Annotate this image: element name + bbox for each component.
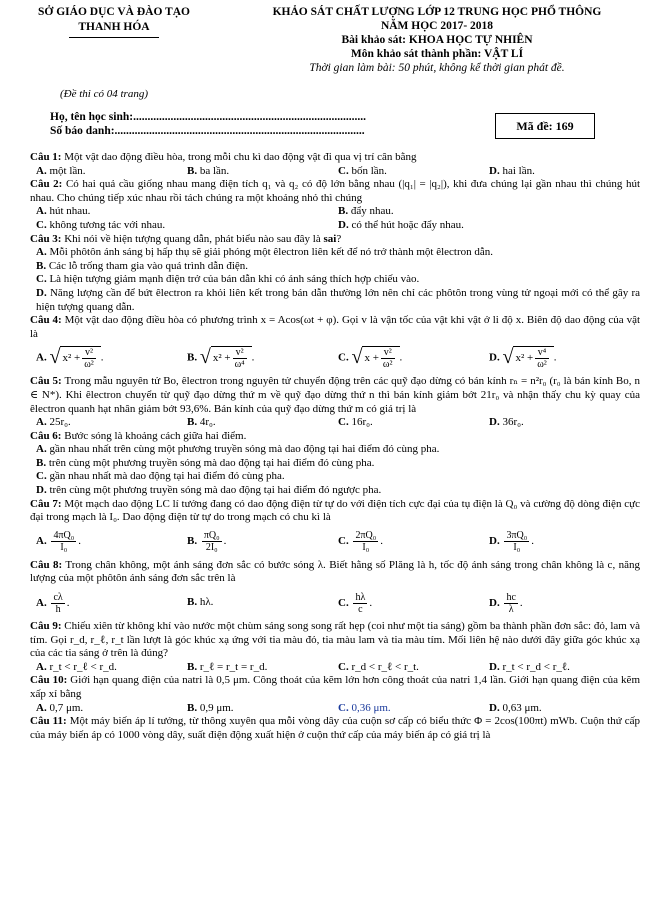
exam-title: KHẢO SÁT CHẤT LƯỢNG LỚP 12 TRUNG HỌC PHỔ THÔNG [272, 6, 602, 18]
student-id-field[interactable]: Số báo danh:....................................................................................... [50, 125, 365, 137]
option-d[interactable]: D. r_t < r_d < r_ℓ. [489, 660, 570, 673]
question-10-options [30, 702, 640, 716]
question-2: Câu 2: Có hai quả cầu giống nhau mang điện tích q₁ và q₂ có độ lớn bằng nhau (|q₁| = |q₂|), khi đưa chúng lại gần nhau thì chúng hút nhau. Cho chúng tiếp xúc nhau rồi tách chúng ra một khoảng nhỏ thì chúng [30, 178, 641, 204]
option-b[interactable]: B. Các lỗ trống tham gia vào quá trình dẫn điện. [36, 259, 249, 272]
option-d[interactable]: D. √ x² + $\frac{\text{v⁴}}{\text{ω²}}$ . [489, 346, 557, 371]
option-b[interactable]: B. $\frac{\text{πQ₀}}{\text{2I₀}}$ . [187, 530, 227, 554]
question-2-options-row2 [30, 219, 640, 233]
question-9: Câu 9: Chiếu xiên từ không khí vào nước một chùm sáng song song rất hẹp (coi như một tia sáng) gồm ba thành phần đơn sắc: đỏ, lam và tím. Gọi r_d, r_ℓ, r_t lần lượt là góc khúc xạ ứng với tia màu đỏ, tia màu lam và tia màu tím. Mối liên hệ nào dưới đây giữa góc khúc xạ của các tia sáng ở trên là đúng? [30, 620, 640, 660]
question-7: Câu 7: Một mạch dao động LC lí tưởng đang có dao động điện từ tự do với điện tích cực đại của tụ điện là Q₀ và cường độ dòng điện cực đại trong mạch là I₀. Dao động điện từ tự do trong mạch có chu kì là [30, 497, 640, 524]
student-name-field[interactable]: Họ, tên học sinh:................................................................................. [50, 111, 366, 123]
option-b[interactable]: B. r_ℓ = r_t = r_d. [187, 660, 268, 673]
option-a[interactable]: A. √ x² + $\frac{\text{v²}}{\text{ω²}}$ . [36, 346, 104, 371]
exam-header [232, 5, 642, 75]
question-4-options [30, 341, 640, 375]
question-1: Câu 1: Một vật dao động điều hòa, trong mỗi chu kì dao động vật đi qua vị trí cân bằng [30, 151, 417, 163]
option-c[interactable]: C. $\frac{h\lambda}{c}$ . [338, 591, 373, 615]
question-1-options [30, 165, 640, 179]
option-a[interactable]: A. $\frac{c\lambda}{h}$ . [36, 591, 70, 615]
option-b[interactable]: B. 4r₀. [187, 416, 216, 429]
question-10: Câu 10: Giới hạn quang điện của natri là 0,5 μm. Công thoát của kẽm lớn hơn công thoát của natri 1,4 lần. Giới hạn quang điện của kẽm xấp xỉ bằng [30, 674, 640, 700]
province-name: THANH HÓA [78, 21, 150, 33]
option-d[interactable]: D. 36r₀. [489, 416, 524, 429]
exam-code-box: Mã đề: 169 [495, 113, 595, 139]
question-5: Câu 5: Trong mẫu nguyên tử Bo, êlectron trong nguyên tử chuyển động trên các quỹ đạo dừng có bán kính rₙ = n²r₀ (r₀ là bán kính Bo, n ∈ N*). Khi êlectron chuyển từ quỹ đạo dừng thứ m về quỹ đạo dừng thứ n thì bán kính giảm bớt 21r₀ và nhận thấy chu kỳ quay của êlectron quanh hạt nhân giảm bớt 93,6%. Bán kính của quỹ đạo dừng thứ m có giá trị là [30, 375, 640, 415]
option-c[interactable]: C. gần nhau nhất mà dao động tại hai điểm đó cùng pha. [36, 470, 285, 483]
option-d[interactable]: D. trên cùng một phương truyền sóng mà dao động tại hai điểm đó ngược pha. [36, 484, 382, 497]
option-c[interactable]: C. 16r₀. [338, 416, 373, 429]
question-5-options [30, 416, 640, 430]
department-header [14, 5, 214, 38]
question-list [30, 151, 640, 742]
option-a[interactable]: A. 25r₀. [36, 416, 71, 429]
option-a[interactable]: A. 0,7 μm. [36, 701, 84, 714]
question-6: Câu 6: Bước sóng là khoảng cách giữa hai điểm. [30, 429, 247, 442]
option-b[interactable]: B. 0,9 μm. [187, 701, 234, 714]
question-7-options [30, 525, 640, 559]
option-a[interactable]: A. r_t < r_ℓ < r_d. [36, 660, 117, 673]
option-c[interactable]: C. √ x + $\frac{\text{v²}}{\text{ω²}}$ . [338, 346, 403, 371]
option-b[interactable]: B. trên cùng một phương truyền sóng mà dao động tại hai điểm đó cùng pha. [36, 456, 375, 469]
option-a[interactable]: A. Mỗi phôtôn ánh sáng bị hấp thụ sẽ giải phóng một êlectron liên kết để nó trở thành một êlectron dẫn. [36, 246, 494, 259]
option-a[interactable]: A. gần nhau nhất trên cùng một phương truyền sóng mà dao động tại hai điểm đó cùng pha. [36, 443, 440, 456]
option-c[interactable]: C. không tương tác với nhau. [36, 218, 166, 231]
subject-test: Bài khảo sát: KHOA HỌC TỰ NHIÊN [341, 34, 533, 46]
student-info [50, 110, 366, 138]
question-8-options [30, 586, 640, 620]
option-c[interactable]: C. $\frac{\text{2πQ₀}}{\text{I₀}}$ . [338, 530, 383, 554]
pages-note: (Đề thi có 04 trang) [60, 88, 148, 100]
option-a[interactable]: A. hút nhau. [36, 205, 91, 218]
option-c[interactable]: C. bốn lần. [338, 164, 387, 177]
option-d[interactable]: D. $\frac{\text{3πQ₀}}{\text{I₀}}$ . [489, 530, 534, 554]
question-9-options [30, 661, 640, 675]
question-11: Câu 11: Một máy biến áp lí tưởng, từ thông xuyên qua mỗi vòng dây của cuộn sơ cấp có biểu thức Φ = 2cos(100πt) mWb. Cuộn thứ cấp của máy biến áp có 1000 vòng dây, suất điện động xuất hiện ở cuộn thứ cấp của máy biến áp có giá trị là [30, 715, 640, 741]
header-divider [69, 37, 159, 38]
option-b[interactable]: B. √ x² + $\frac{\text{v²}}{\text{ω⁴}}$ . [187, 346, 255, 371]
option-c[interactable]: C. Là hiện tượng giảm mạnh điện trở của bán dẫn khi có ánh sáng thích hợp chiếu vào. [36, 273, 420, 286]
question-4: Câu 4: Một vật dao động điều hòa có phương trình x = Acos(ωt + φ). Gọi v là vận tốc của vật khi vật ở li độ x. Biên độ dao động của vật là [30, 314, 641, 340]
department-name: SỞ GIÁO DỤC VÀ ĐÀO TẠO [38, 6, 190, 18]
option-d[interactable]: D. $\frac{hc}{\lambda}$ . [489, 591, 523, 615]
option-a[interactable]: A. $\frac{\text{4πQ₀}}{\text{I₀}}$ . [36, 530, 81, 554]
time-note: Thời gian làm bài: 50 phút, không kể thời gian phát đề. [309, 62, 565, 74]
option-a[interactable]: A. một lần. [36, 164, 86, 177]
option-c[interactable]: C. 0,36 μm. [338, 701, 391, 714]
option-c[interactable]: C. r_d < r_ℓ < r_t. [338, 660, 419, 673]
option-d[interactable]: D. hai lần. [489, 164, 535, 177]
component-subject: Môn khảo sát thành phần: VẬT LÍ [350, 48, 524, 60]
question-3: Câu 3: Khi nói về hiện tượng quang dẫn, phát biểu nào sau đây là sai? [30, 232, 342, 245]
option-d[interactable]: D. 0,63 μm. [489, 701, 542, 714]
option-d[interactable]: D. có thể hút hoặc đẩy nhau. [338, 218, 464, 231]
question-8: Câu 8: Trong chân không, một ánh sáng đơn sắc có bước sóng λ. Biết hằng số Plăng là h, tốc độ ánh sáng trong chân không là c, năng lượng của một phôtôn ánh sáng đơn sắc trên là [30, 558, 640, 585]
option-b[interactable]: B. ba lần. [187, 164, 230, 177]
question-2-options-row1 [30, 205, 640, 219]
option-b[interactable]: B. đẩy nhau. [338, 205, 394, 218]
option-d[interactable]: D. Năng lượng cần để bứt êlectron ra khỏi liên kết trong bán dẫn thường lớn nên chỉ các phôtôn trong vùng tử ngoại mới có thể gây ra hiện tượng quang dẫn. [36, 286, 640, 313]
school-year: NĂM HỌC 2017- 2018 [380, 20, 494, 32]
option-b[interactable]: B. hλ. [187, 596, 214, 609]
